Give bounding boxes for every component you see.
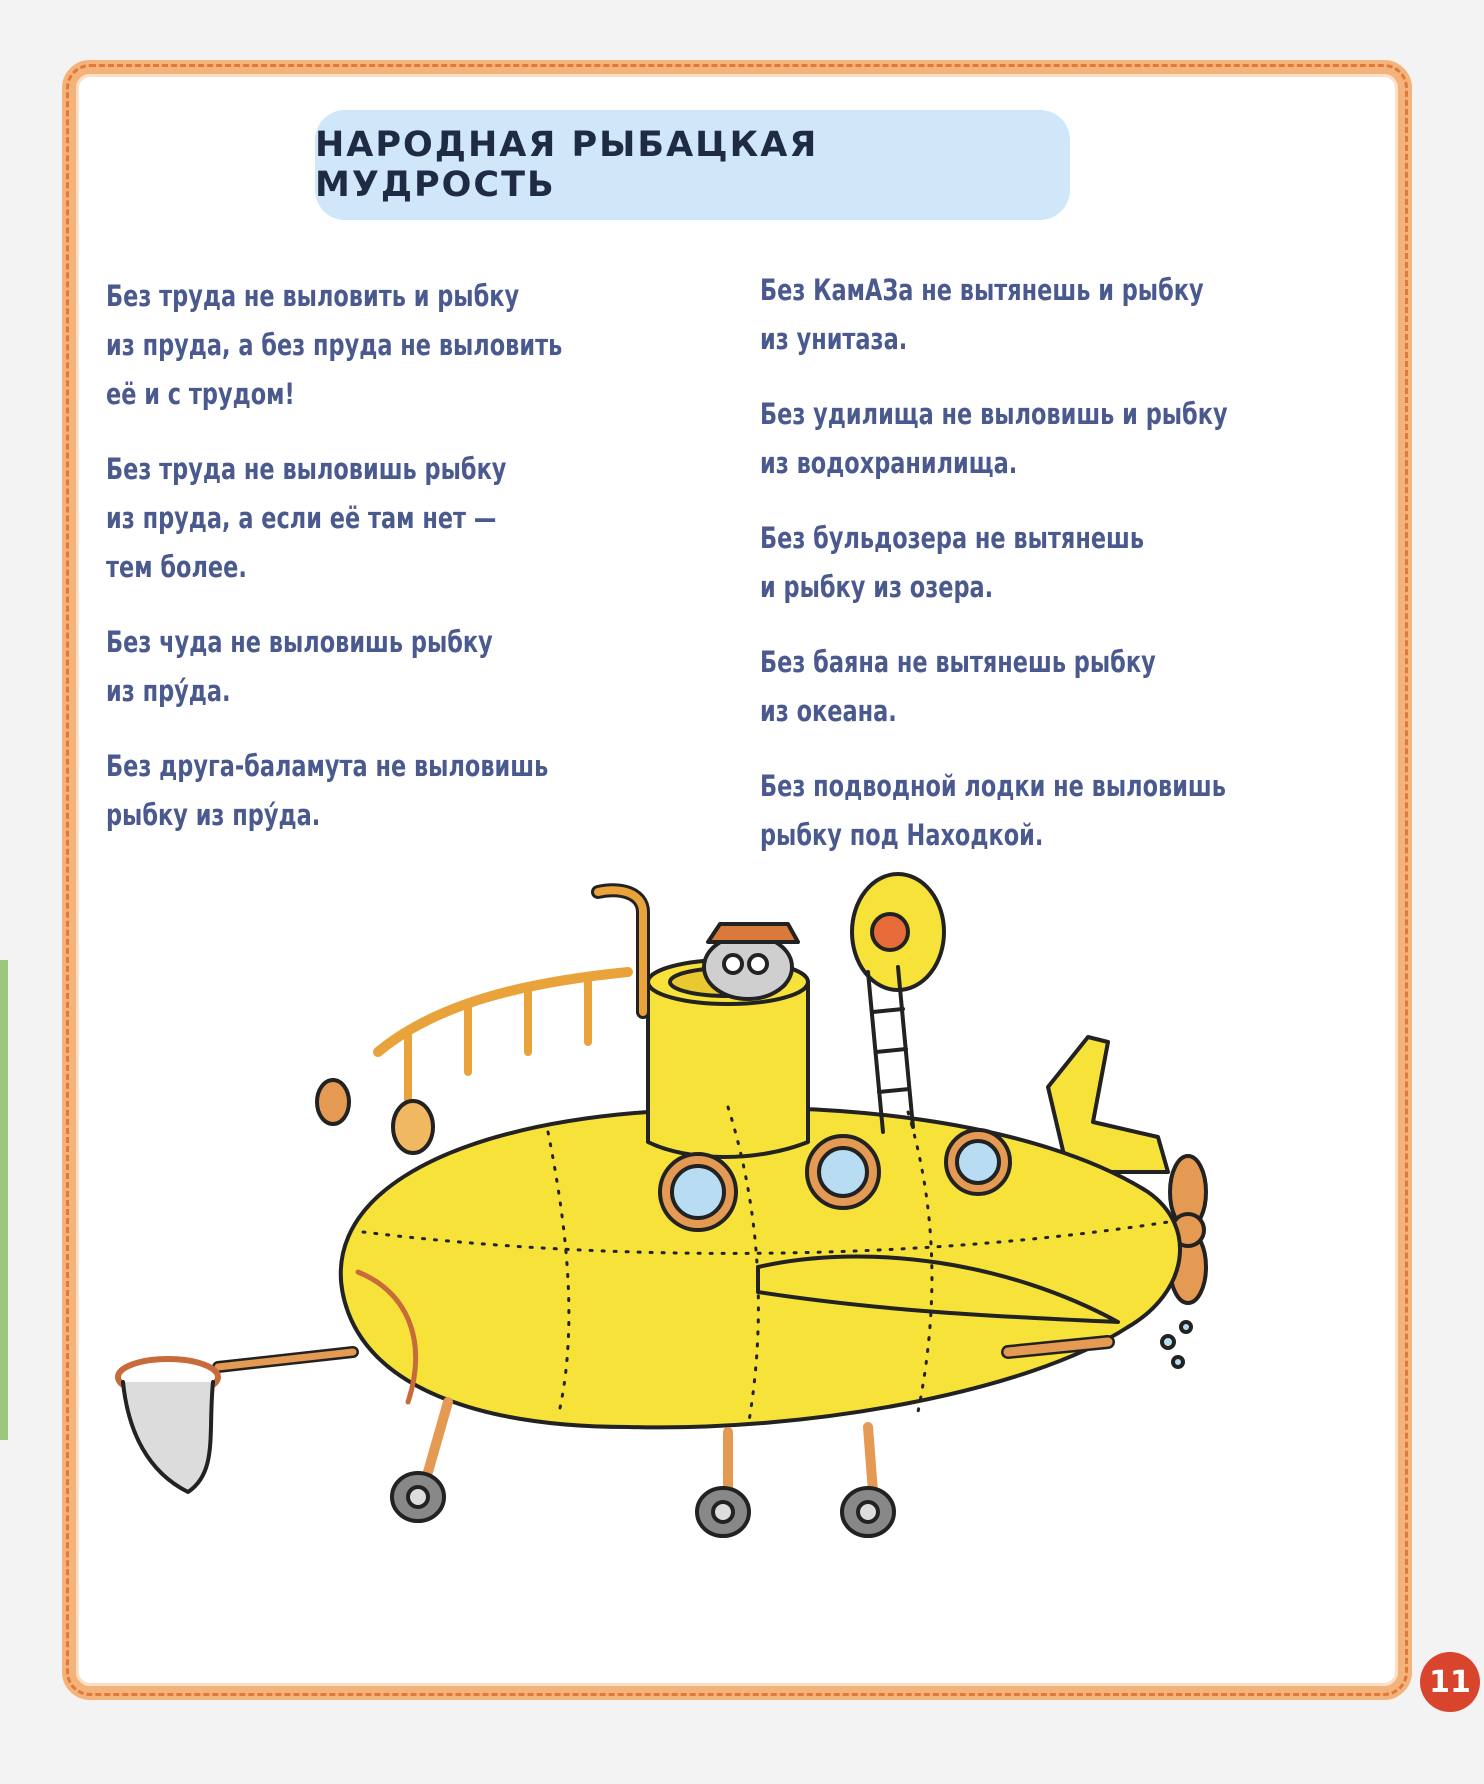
proverb: Без труда не выловить и рыбку из пруда, а без пруда не выловить её и с трудом! — [106, 279, 563, 411]
proverb: Без баяна не вытянешь рыбку из океана. — [760, 645, 1156, 728]
proverb: Без труда не выловишь рыбку из пруда, а если её там нет — тем более. — [106, 452, 507, 584]
proverb: Без подводной лодки не выловишь рыбку под Находкой. — [760, 769, 1226, 852]
proverb: Без бульдозера не вытянешь и рыбку из озера. — [760, 521, 1145, 604]
title-banner — [315, 110, 1070, 220]
submarine-illustration — [108, 872, 1258, 1612]
proverb: Без чуда не выловишь рыбку из пру́да. — [106, 625, 493, 708]
proverbs-right-column — [760, 266, 1360, 886]
page-title: НАРОДНАЯ РЫБАЦКАЯ МУДРОСТЬ — [315, 125, 819, 205]
proverb: Без друга-баламута не выловишь рыбку из пру́да. — [106, 749, 549, 832]
left-page-edge — [0, 0, 10, 1784]
page-number: 11 — [1420, 1652, 1480, 1712]
proverbs-left-column — [106, 272, 706, 866]
proverb: Без удилища не выловишь и рыбку из водохранилища. — [760, 397, 1228, 480]
proverb: Без КамАЗа не вытянешь и рыбку из унитаза. — [760, 273, 1204, 356]
